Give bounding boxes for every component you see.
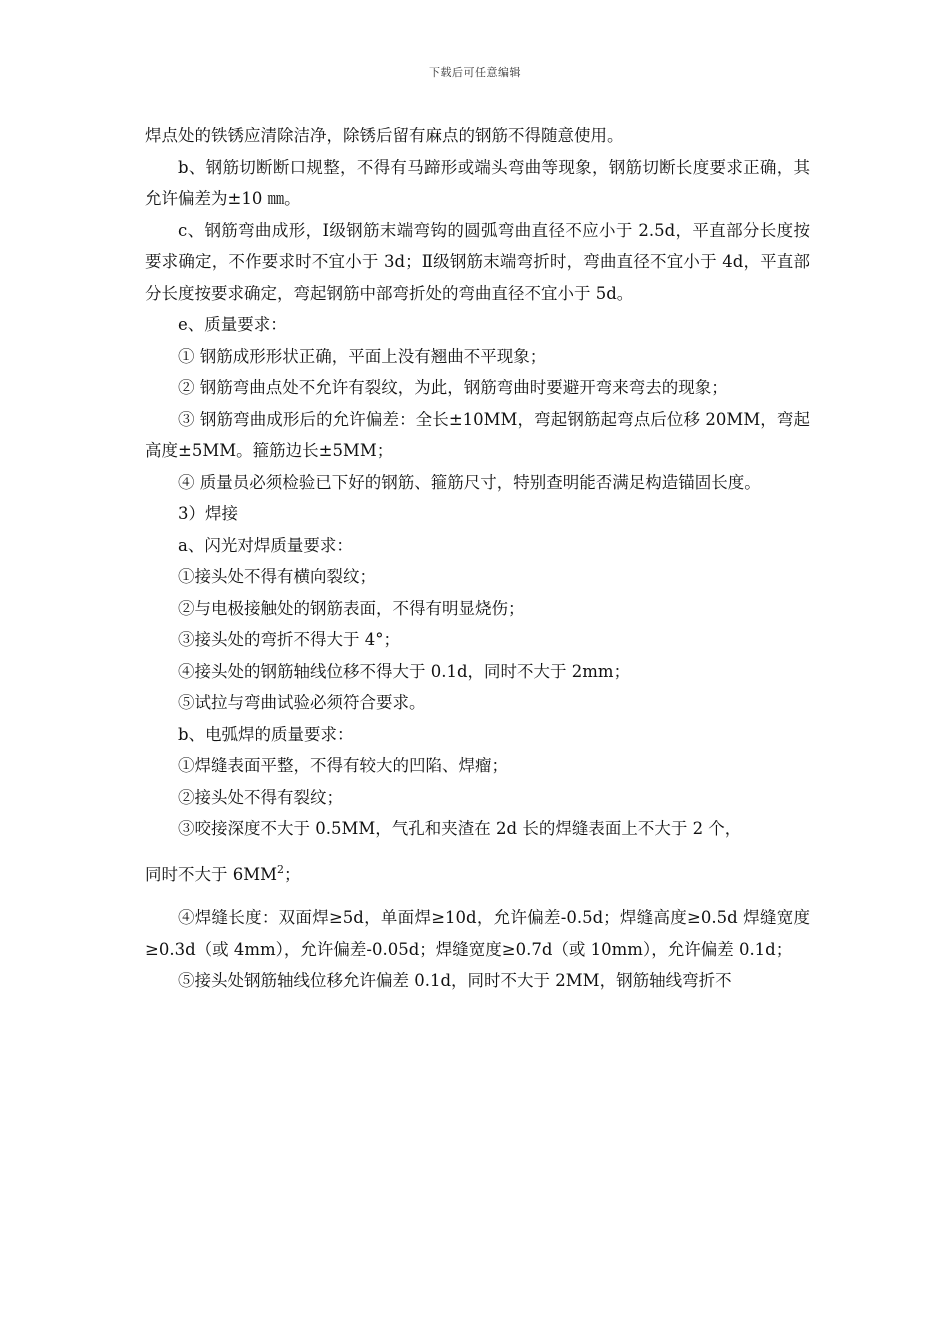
page-header: 下载后可任意编辑 <box>429 66 521 79</box>
paragraph: b、电弧焊的质量要求： <box>178 724 354 744</box>
paragraph: c、钢筋弯曲成形，Ⅰ级钢筋末端弯钩的圆弧弯曲直径不应小于 2.5d，平直部分长度按要求确定，不作要求时不宜小于 3d；Ⅱ级钢筋末端弯折时，弯曲直径不宜小于 4d，平直部分长度按要求确定，弯起钢筋中部弯折处的弯曲直径不宜小于 5d。 <box>145 220 810 303</box>
list-item: ④焊缝长度：双面焊≥5d，单面焊≥10d，允许偏差-0.5d；焊缝高度≥0.5d 焊缝宽度≥0.3d（或 4mm），允许偏差-0.05d；焊缝宽度≥0.7d（或 10mm），允许偏差 0.1d； <box>145 908 810 959</box>
paragraph-continuation <box>145 859 810 891</box>
list-item: ② 钢筋弯曲点处不允许有裂纹，为此，钢筋弯曲时要避开弯来弯去的现象； <box>178 378 728 397</box>
paragraph: 焊点处的铁锈应清除洁净，除锈后留有麻点的钢筋不得随意使用。 <box>145 126 624 145</box>
continuation-suffix: ； <box>284 864 301 884</box>
list-item: ②接头处不得有裂纹； <box>178 787 343 807</box>
list-item: ①接头处不得有横向裂纹； <box>178 567 376 586</box>
list-item: ③咬接深度不大于 0.5MM，气孔和夹渣在 2d 长的焊缝表面上不大于 2 个， <box>178 819 742 838</box>
section-heading: 3）焊接 <box>178 504 238 523</box>
paragraph: b、钢筋切断断口规整，不得有马蹄形或端头弯曲等现象，钢筋切断长度要求正确，其允许偏差为±10 ㎜。 <box>145 157 810 208</box>
paragraph: a、闪光对焊质量要求： <box>178 535 353 555</box>
list-item: ③ 钢筋弯曲成形后的允许偏差：全长±10MM，弯起钢筋起弯点后位移 20MM，弯起高度±5MM。箍筋边长±5MM； <box>145 409 810 460</box>
list-item: ③接头处的弯折不得大于 4°； <box>178 630 400 649</box>
list-item: ⑤接头处钢筋轴线位移允许偏差 0.1d，同时不大于 2MM，钢筋轴线弯折不 <box>178 971 732 990</box>
continuation-text: 同时不大于 6MM <box>145 864 278 884</box>
list-item: ②与电极接触处的钢筋表面，不得有明显烧伤； <box>178 598 525 618</box>
paragraph: e、质量要求： <box>178 315 287 334</box>
list-item: ①焊缝表面平整，不得有较大的凹陷、焊瘤； <box>178 756 508 775</box>
list-item: ① 钢筋成形形状正确，平面上没有翘曲不平现象； <box>178 346 547 366</box>
list-item: ⑤试拉与弯曲试验必须符合要求。 <box>178 693 426 712</box>
superscript: 2 <box>277 862 285 876</box>
document-body <box>145 120 810 997</box>
list-item: ④ 质量员必须检验已下好的钢筋、箍筋尺寸，特别查明能否满足构造锚固长度。 <box>178 472 761 492</box>
list-item: ④接头处的钢筋轴线位移不得大于 0.1d，同时不大于 2mm； <box>178 661 631 681</box>
